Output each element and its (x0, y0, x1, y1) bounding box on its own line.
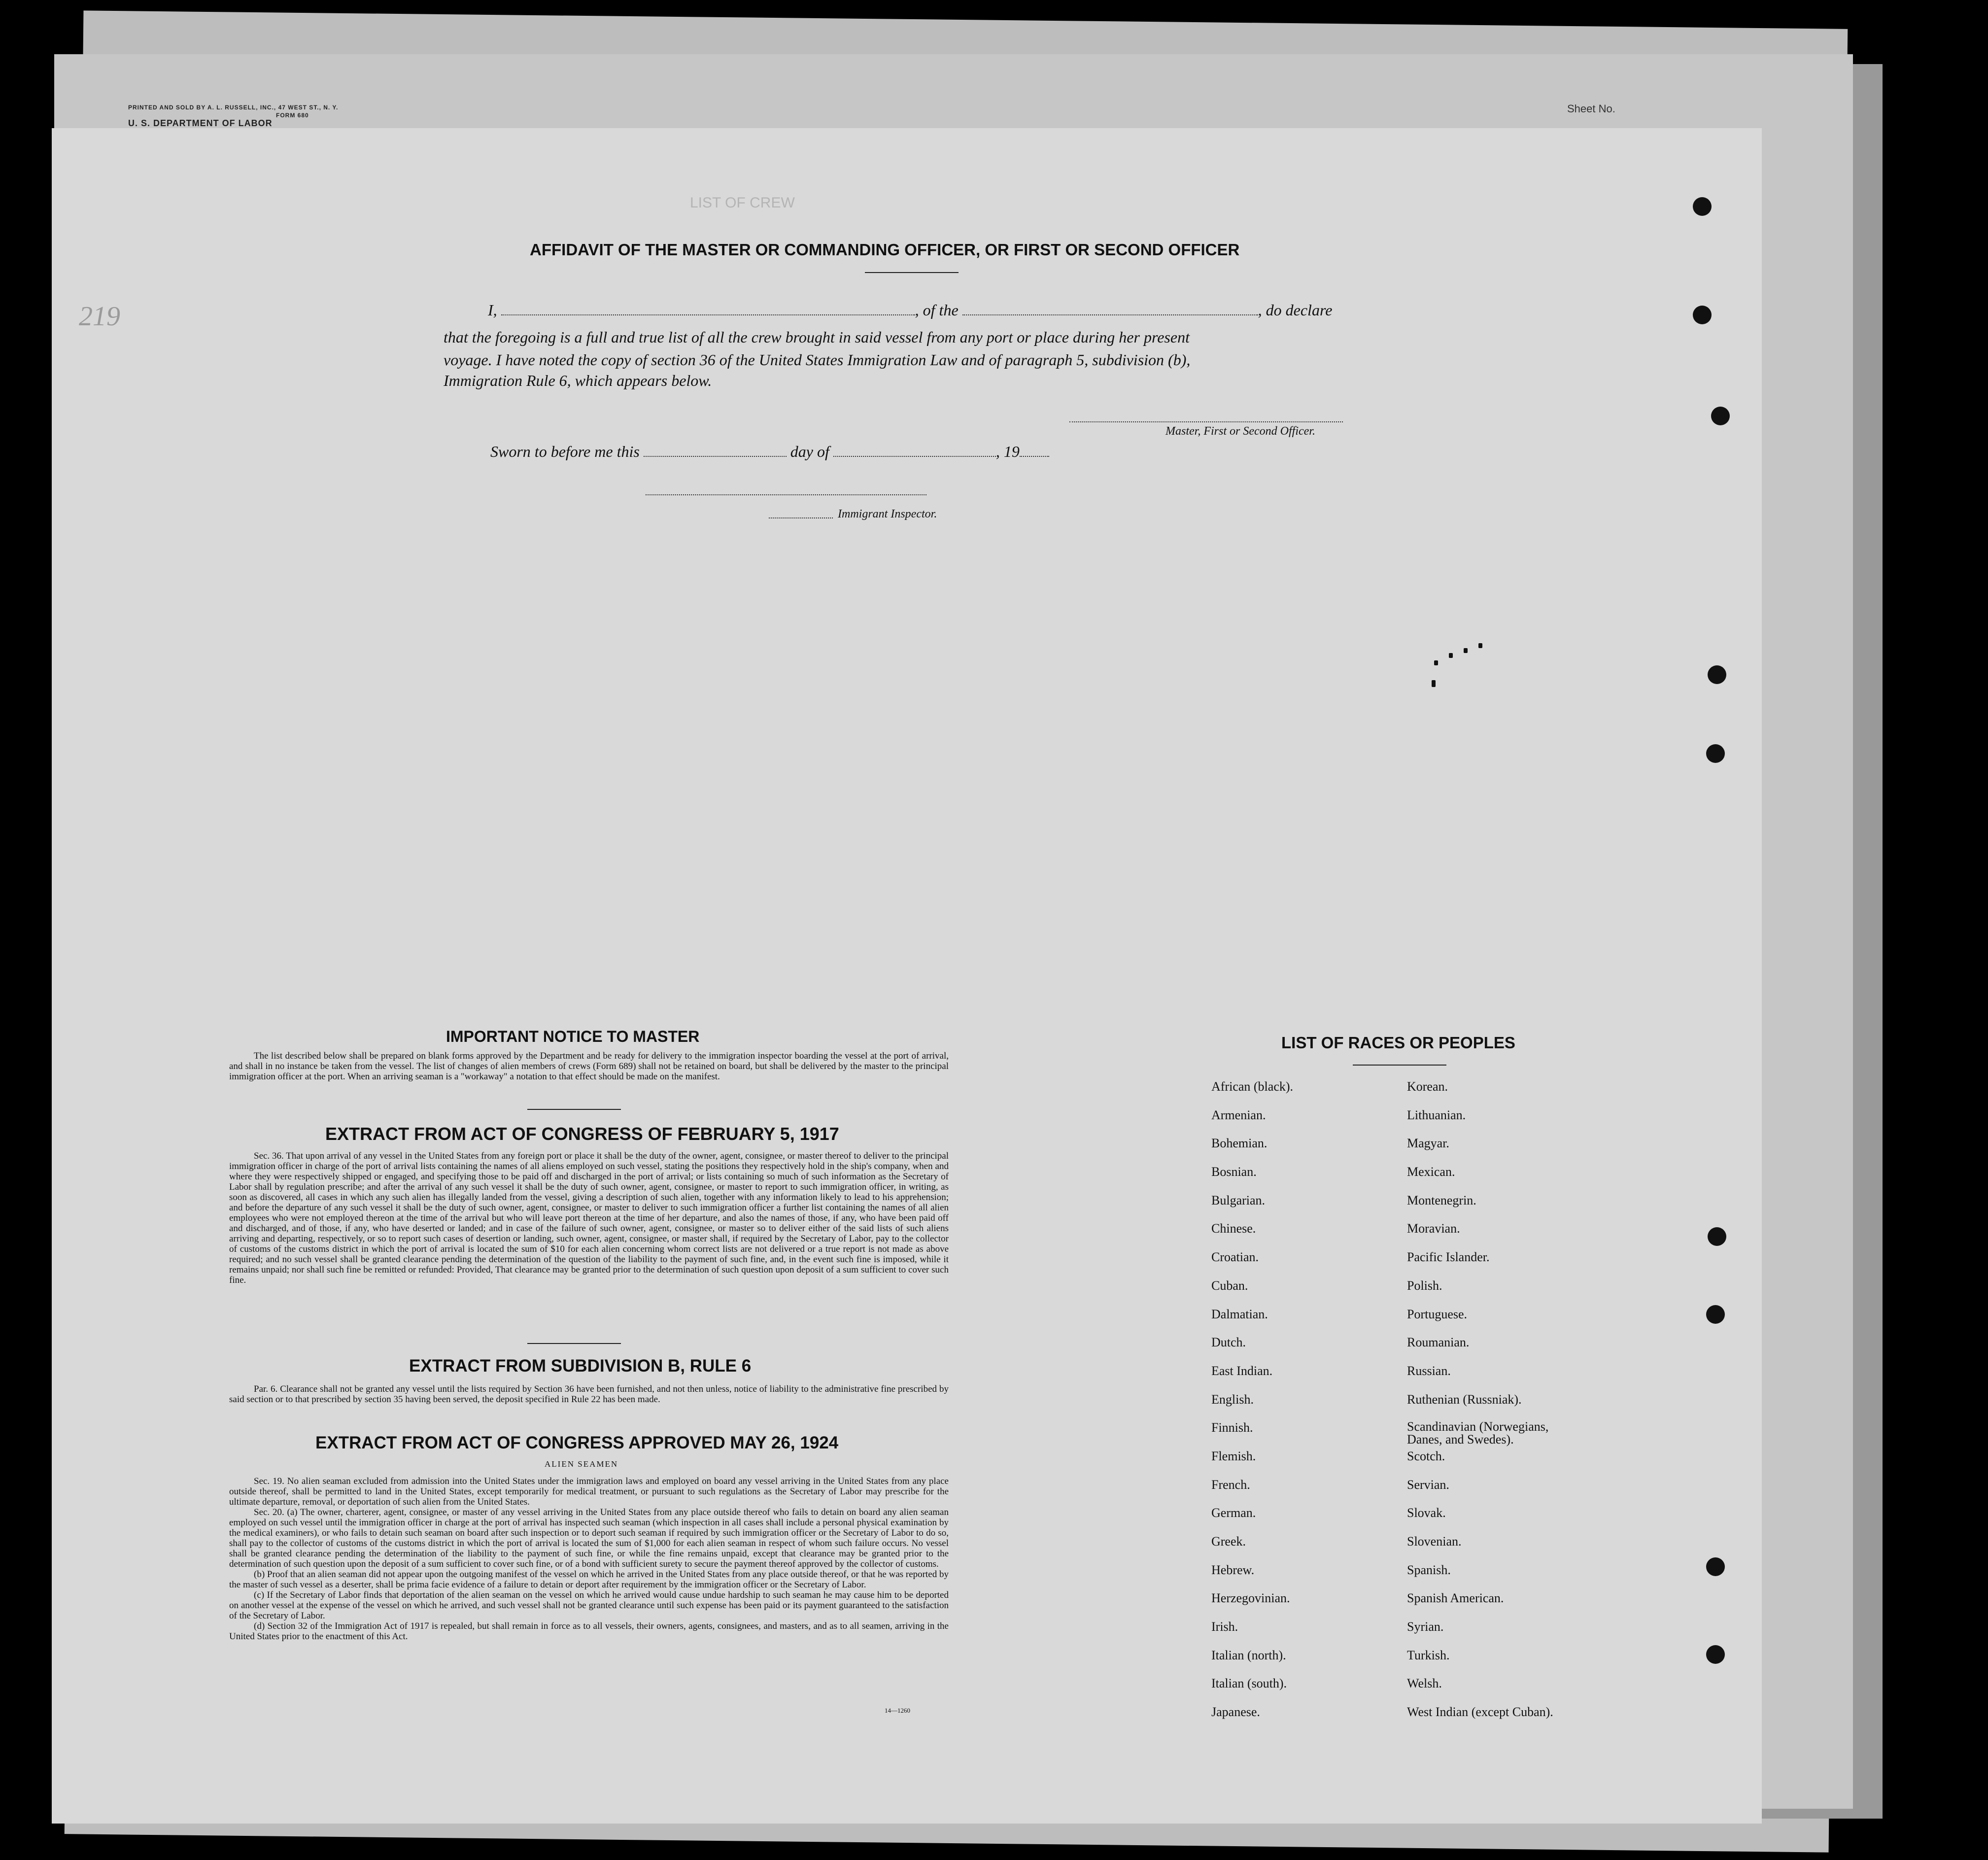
printer-line-1: PRINTED AND SOLD BY A. L. RUSSELL, INC., 47 WEST ST., N. Y. (128, 104, 339, 111)
sworn-day-field[interactable] (644, 455, 787, 457)
master-signature-line[interactable] (1069, 421, 1343, 422)
race-item: Dutch. (1211, 1335, 1246, 1350)
bleed-through-text: LIST OF CREW (690, 195, 795, 211)
extract-1917-title: EXTRACT FROM ACT OF CONGRESS OF FEBRUARY 5, 1917 (325, 1124, 839, 1144)
race-item: Welsh. (1407, 1676, 1442, 1691)
race-item: Flemish. (1211, 1448, 1256, 1463)
sec-20a-paragraph: Sec. 20. (a) The owner, charterer, agent, consignee, or master of any vessel arriving in the United States from any place outside thereof who fails to detain on board any alien seaman employed on such vessel until the immigration officer in charge at the port of arrival has inspected such seaman (which inspection in all cases shall include a personal physical examination by the medical examiners), or who fails to detain such seaman on board after such inspection or to deport such seaman if required by such immigration officer or the Secretary of Labor to do so, shall pay to the collector of customs of the customs district in which the port of arrival is located the sum of $1,000 for each alien seaman in respect of whom such failure occurs. No vessel shall be granted clearance pending the determination of the liability to the payment of such fine, or while the fine remains unpaid, except that clearance may be granted prior to the determination of such question upon the deposit of a sum sufficient to cover such fine, or of a bond with sufficient surety to secure the payment thereof approved by the collector of customs. (229, 1507, 949, 1569)
section-divider (527, 1109, 621, 1110)
race-item: Spanish American. (1407, 1591, 1504, 1606)
race-item: Armenian. (1211, 1107, 1266, 1122)
race-item: Turkish. (1407, 1648, 1450, 1662)
race-item: Scandinavian (Norwegians, Danes, and Swedes). (1407, 1419, 1549, 1447)
extract-1917-text (229, 1151, 949, 1285)
notice-paragraph: The list described below shall be prepared on blank forms approved by the Department and be ready for delivery to the immigration inspector boarding the vessel at the port of arrival, and shall in no instance be taken from the vessel. The list of changes of alien members of crews (Form 689) shall not be retained on board, but shall be delivered by the master to the principal immigration officer at the port. When an arriving seaman is a "workaway" a notation to that effect should be made on the manifest. (229, 1051, 949, 1082)
race-item: Irish. (1211, 1619, 1238, 1634)
affidavit-line-1 (488, 298, 1332, 322)
race-item: Slovak. (1407, 1506, 1446, 1520)
page-number: 219 (79, 301, 120, 332)
race-item: Cuban. (1211, 1278, 1248, 1293)
do-declare-label: , do declare (1258, 301, 1333, 319)
race-item: Servian. (1407, 1477, 1449, 1492)
race-item: African (black). (1211, 1079, 1294, 1094)
printer-line-2: FORM 680 (276, 112, 309, 119)
inspector-signature-line[interactable] (646, 494, 926, 495)
punch-hole (1706, 744, 1725, 763)
sec-20b-paragraph: (b) Proof that an alien seaman did not appear upon the outgoing manifest of the vessel on which he arrived in the United States from any place outside thereof, or that he was reported by the master of such vessel as a deserter, shall be prima facie evidence of a failure to detain or deport after requirement by the immigration officer or the Secretary of Labor. (229, 1569, 949, 1590)
races-column-2 (1407, 1079, 1584, 1733)
races-title: LIST OF RACES OR PEOPLES (1281, 1033, 1515, 1052)
affidavit-line-4: Immigration Rule 6, which appears below. (444, 372, 712, 389)
race-item: Pacific Islander. (1407, 1250, 1490, 1265)
races-divider (1353, 1065, 1446, 1066)
master-signature-label: Master, First or Second Officer. (1165, 425, 1315, 438)
print-code: 14—1260 (885, 1707, 910, 1714)
race-item: Italian (north). (1211, 1648, 1286, 1662)
declarant-label: I, (488, 301, 497, 319)
race-item: Herzegovinian. (1211, 1591, 1290, 1606)
punch-hole (1711, 407, 1730, 425)
punch-hole (1706, 1645, 1725, 1664)
inspector-signature-label: Immigrant Inspector. (838, 508, 937, 520)
punch-hole (1708, 665, 1726, 684)
race-item: Spanish. (1407, 1562, 1451, 1577)
race-item: Moravian. (1407, 1221, 1460, 1236)
race-item: Ruthenian (Russniak). (1407, 1392, 1522, 1407)
affidavit-title: AFFIDAVIT OF THE MASTER OR COMMANDING OFFICER, OR FIRST OR SECOND OFFICER (530, 241, 1240, 259)
year-label: , 19 (995, 443, 1020, 460)
race-item: Chinese. (1211, 1221, 1256, 1236)
punch-hole (1706, 1305, 1725, 1324)
printer-line-3: U. S. DEPARTMENT OF LABOR (128, 118, 273, 128)
par-6-paragraph: Par. 6. Clearance shall not be granted any vessel until the lists required by Section 36 have been furnished, and not then unless, notice of liability to the administrative fine prescribed by said section or to that prescribed by section 35 having been served, the deposit specified in Rule 22 has been made. (229, 1384, 949, 1405)
race-item: Portuguese. (1407, 1307, 1468, 1321)
sworn-month-field[interactable] (833, 455, 996, 457)
affidavit-line-2: that the foregoing is a full and true list of all the crew brought in said vessel from any port or place during her present (444, 328, 1190, 346)
notice-text (229, 1051, 949, 1082)
race-item: Hebrew. (1211, 1562, 1255, 1577)
vessel-name-field[interactable] (962, 313, 1258, 315)
races-column-1 (1211, 1079, 1293, 1733)
inspector-name-line[interactable] (769, 517, 833, 518)
punch-hole (1693, 306, 1712, 324)
race-item: Magyar. (1407, 1136, 1449, 1151)
sec-20d-paragraph: (d) Section 32 of the Immigration Act of 1917 is repealed, but shall remain in force as to all vessels, their owners, agents, consignees, and masters, and as to all seamen, arriving in the United States prior to the enactment of this Act. (229, 1621, 949, 1642)
sec-20c-paragraph: (c) If the Secretary of Labor finds that deportation of the alien seaman on the vessel on which he arrived would cause undue hardship to such seaman he may cause him to be deported on another vessel at the expense of the vessel on which he arrived, and such vessel shall not be granted clearance until such expense has been paid or its payment guaranteed to the satisfaction of the Secretary of Labor. (229, 1590, 949, 1621)
printer-imprint (128, 103, 338, 127)
race-item: Finnish. (1211, 1420, 1253, 1435)
race-item: Montenegrin. (1407, 1193, 1476, 1207)
affidavit-line-3: voyage. I have noted the copy of section 36 of the United States Immigration Law and of paragraph 5, subdivision (b), (444, 351, 1191, 369)
extract-rule6-text (229, 1384, 949, 1405)
race-item: Bohemian. (1211, 1136, 1268, 1151)
sheet-number-label: Sheet No. (1567, 103, 1615, 115)
extract-1924-text (229, 1476, 949, 1642)
sworn-line (490, 440, 1049, 463)
race-item: Syrian. (1407, 1619, 1444, 1634)
race-item: Slovenian. (1407, 1534, 1462, 1549)
declarant-name-field[interactable] (501, 313, 915, 315)
race-item: Roumanian. (1407, 1335, 1470, 1350)
race-item: Bulgarian. (1211, 1193, 1266, 1207)
race-item: Russian. (1407, 1363, 1451, 1378)
section-36-paragraph: Sec. 36. That upon arrival of any vessel in the United States from any foreign port or place it shall be the duty of the owner, agent, consignee, or master thereof to deliver to the principal immigration officer in charge of the port of arrival lists containing the names of all aliens employed on such vessel, stating the positions they respectively hold in the ship's company, when and where they were respectively shipped or engaged, and specifying those to be paid off and discharged in the port of arrival; or lists containing so much of such information as the Secretary of Labor shall by regulation prescribe; and after the arrival of any such vessel it shall be the duty of such owner, agent, consignee, or master to report to such immigration officer, in writing, as soon as discovered, all cases in which any such alien has illegally landed from the vessel, giving a description of such alien, together with any information likely to lead to his apprehension; and before the departure of any such vessel it shall be the duty of such owner, agent, consignee, or master to deliver to such immigration officer a further list containing the names of all alien employees who were not employed thereon at the time of the arrival but who will leave port thereon at the time of her departure, and also the names of those, if any, who have been paid off and discharged, and of those, if any, who have deserted or landed; and in case of the failure of such owner, agent, consignee, or master so to deliver either of the said lists of such aliens arriving and departing, respectively, or so to report such cases of desertion or landing, such owner, agent, consignee, or master shall, if required by the Secretary of Labor, pay to the collector of customs of the customs district in which the port of arrival is located the sum of $10 for each alien concerning whom correct lists are not delivered or a true report is not made as above required; and no such vessel shall be granted clearance pending the determination of the question of the liability to the payment of such fine, and, in the event such fine is imposed, while it remains unpaid; nor shall such fine be remitted or refunded: Provided, That clearance may be granted prior to the determination of such question upon deposit of a sum sufficient to cover such fine. (229, 1151, 949, 1285)
title-divider (865, 272, 959, 273)
race-item: Scotch. (1407, 1448, 1445, 1463)
race-item: Lithuanian. (1407, 1107, 1466, 1122)
race-item: Polish. (1407, 1278, 1442, 1293)
race-item: Japanese. (1211, 1705, 1260, 1720)
race-item: Croatian. (1211, 1250, 1259, 1265)
section-divider (527, 1343, 621, 1344)
race-item: West Indian (except Cuban). (1407, 1705, 1553, 1720)
race-item: Korean. (1407, 1079, 1448, 1094)
extract-rule6-title: EXTRACT FROM SUBDIVISION B, RULE 6 (409, 1356, 752, 1376)
sworn-year-field[interactable] (1020, 455, 1049, 457)
race-item: Italian (south). (1211, 1676, 1287, 1691)
race-item: Mexican. (1407, 1165, 1455, 1179)
alien-seamen-subtitle: ALIEN SEAMEN (545, 1459, 618, 1469)
race-item: Dalmatian. (1211, 1307, 1268, 1321)
race-item: Bosnian. (1211, 1165, 1257, 1179)
day-of-label: day of (790, 443, 829, 460)
of-the-label: , of the (915, 301, 959, 319)
ink-specks (1429, 641, 1493, 685)
punch-hole (1708, 1227, 1726, 1246)
punch-hole (1706, 1557, 1725, 1576)
extract-1924-title: EXTRACT FROM ACT OF CONGRESS APPROVED MAY 26, 1924 (315, 1433, 839, 1452)
sworn-label: Sworn to before me this (490, 443, 640, 460)
notice-title: IMPORTANT NOTICE TO MASTER (446, 1028, 700, 1045)
race-item: East Indian. (1211, 1363, 1273, 1378)
sec-19-paragraph: Sec. 19. No alien seaman excluded from admission into the United States under the immigration laws and employed on board any vessel arriving in the United States from any place outside thereof, shall be permitted to land in the United States, except temporarily for medical treatment, or pursuant to such regulations as the Secretary of Labor may prescribe for the ultimate departure, removal, or deportation of such alien from the United States. (229, 1476, 949, 1507)
punch-hole (1693, 197, 1712, 216)
race-item: German. (1211, 1506, 1256, 1520)
race-item: French. (1211, 1477, 1250, 1492)
race-item: English. (1211, 1392, 1254, 1407)
race-item: Greek. (1211, 1534, 1246, 1549)
